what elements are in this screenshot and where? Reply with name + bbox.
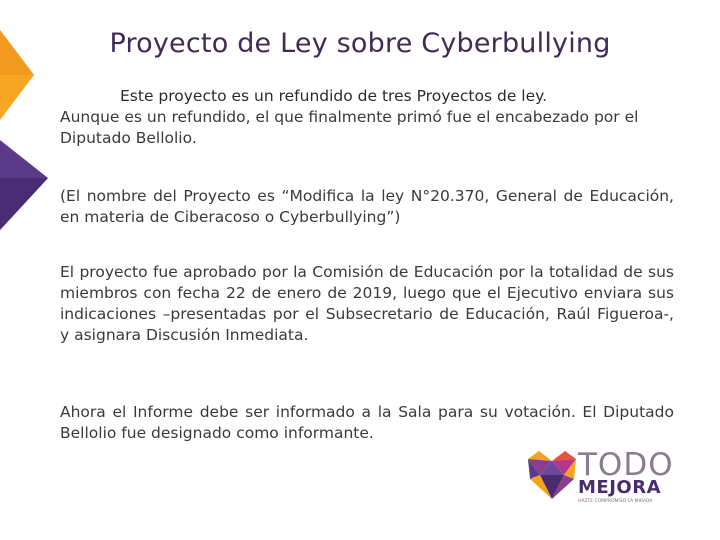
paragraph-1-lead: Este proyecto es un refundido de tres Proyectos de ley.	[120, 87, 548, 105]
slide-title: Proyecto de Ley sobre Cyberbullying	[109, 28, 611, 59]
todo-mejora-logo	[526, 449, 686, 509]
paragraph-4: Ahora el Informe debe ser informado a la Sala para su votación. El Diputado Bellolio fue designado como informante.	[60, 403, 674, 442]
purple-triangle-shade	[0, 178, 48, 230]
logo-tagline: HAZTE COMPROMISO LA MIRADA	[578, 499, 653, 504]
orange-triangle-shade	[0, 30, 34, 75]
logo-word-todo: TODO	[578, 447, 674, 483]
heart-logo-icon	[526, 449, 578, 505]
paragraph-2: (El nombre del Proyecto es “Modifica la ley N°20.370, General de Educación, en materia de Ciberacoso o Cyberbullying”)	[60, 187, 674, 226]
paragraph-1	[60, 86, 674, 149]
paragraph-1-body: Aunque es un refundido, el que finalmente primó fue el encabezado por el Diputado Bellolio.	[60, 108, 639, 147]
paragraph-3: El proyecto fue aprobado por la Comisión de Educación por la totalidad de sus miembros con fecha 22 de enero de 2019, luego que el Ejecutivo enviara sus indicaciones –presentadas por el Subsecretario de Educación, Raúl Figueroa-, y asignara Discusión Inmediata.	[60, 263, 674, 344]
logo-word-mejora: MEJORA	[578, 477, 661, 498]
